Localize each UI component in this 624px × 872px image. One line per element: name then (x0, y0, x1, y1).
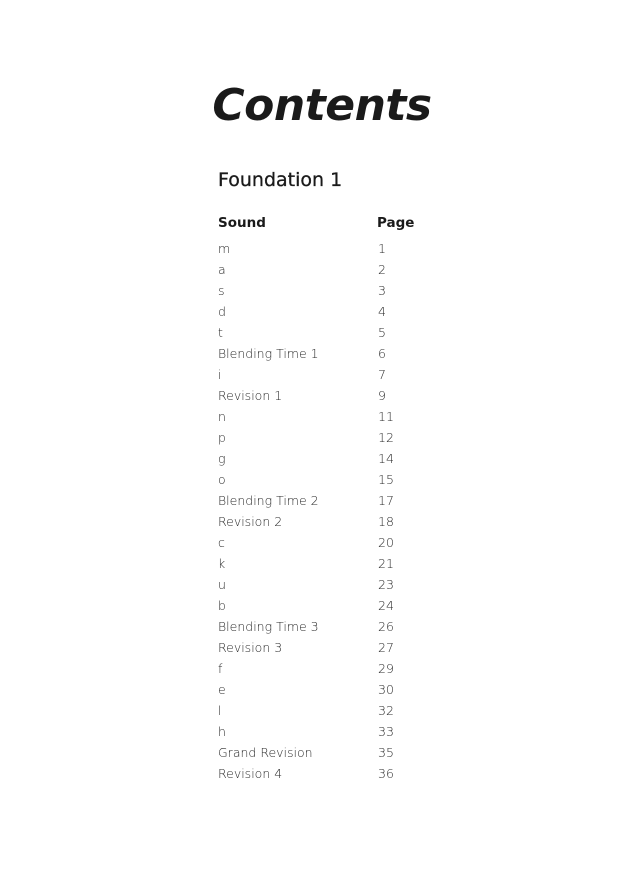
row-page-number: 29 (378, 661, 394, 676)
row-sound: t (218, 325, 223, 340)
row-sound: Blending Time 3 (218, 619, 319, 634)
table-row (218, 532, 478, 553)
row-page-number: 11 (378, 409, 394, 424)
table-row (218, 616, 478, 637)
row-sound: Revision 2 (218, 514, 283, 529)
table-row (218, 742, 478, 763)
row-page-number: 20 (378, 535, 394, 550)
row-sound: h (218, 724, 226, 739)
table-row (218, 406, 478, 427)
row-sound: k (218, 556, 226, 571)
page-title: Contents (212, 80, 432, 131)
row-sound: Blending Time 2 (218, 493, 319, 508)
table-row (218, 301, 478, 322)
row-sound: u (218, 577, 226, 592)
table-row (218, 700, 478, 721)
row-page-number: 6 (378, 346, 386, 361)
row-page-number: 30 (378, 682, 394, 697)
row-page-number: 9 (378, 388, 386, 403)
row-sound: l (218, 703, 222, 718)
table-row (218, 721, 478, 742)
row-sound: m (218, 241, 231, 256)
row-page-number: 26 (378, 619, 394, 634)
table-row (218, 469, 478, 490)
row-sound: g (218, 451, 226, 466)
contents-list (218, 238, 478, 784)
table-row (218, 658, 478, 679)
row-sound: p (218, 430, 226, 445)
row-page-number: 2 (378, 262, 386, 277)
row-sound: n (218, 409, 226, 424)
table-row (218, 343, 478, 364)
table-row (218, 763, 478, 784)
row-page-number: 12 (378, 430, 394, 445)
row-page-number: 23 (378, 577, 394, 592)
table-header (218, 215, 478, 233)
table-row (218, 679, 478, 700)
row-page-number: 18 (378, 514, 394, 529)
row-page-number: 7 (378, 367, 386, 382)
row-page-number: 5 (378, 325, 386, 340)
row-page-number: 15 (378, 472, 394, 487)
row-sound: c (218, 535, 225, 550)
row-sound: e (218, 682, 226, 697)
table-row (218, 553, 478, 574)
row-page-number: 24 (378, 598, 394, 613)
row-sound: Revision 4 (218, 766, 283, 781)
row-page-number: 35 (378, 745, 394, 760)
row-sound: Revision 3 (218, 640, 283, 655)
row-page-number: 14 (378, 451, 394, 466)
table-row (218, 364, 478, 385)
row-page-number: 36 (378, 766, 394, 781)
row-page-number: 32 (378, 703, 394, 718)
row-sound: b (218, 598, 226, 613)
row-sound: a (218, 262, 226, 277)
row-page-number: 3 (378, 283, 386, 298)
column-header-page: Page (377, 215, 415, 231)
row-page-number: 17 (378, 493, 394, 508)
row-page-number: 4 (378, 304, 386, 319)
row-sound: o (218, 472, 226, 487)
row-sound: Grand Revision (218, 745, 313, 760)
row-sound: d (218, 304, 226, 319)
table-row (218, 490, 478, 511)
table-row (218, 280, 478, 301)
row-sound: s (218, 283, 225, 298)
row-sound: Revision 1 (218, 388, 283, 403)
table-row (218, 259, 478, 280)
table-row (218, 322, 478, 343)
table-row (218, 595, 478, 616)
row-page-number: 33 (378, 724, 394, 739)
row-page-number: 27 (378, 640, 394, 655)
table-row (218, 574, 478, 595)
row-sound: i (218, 367, 222, 382)
row-sound: Blending Time 1 (218, 346, 319, 361)
table-row (218, 427, 478, 448)
table-row (218, 238, 478, 259)
row-page-number: 21 (378, 556, 394, 571)
column-header-sound: Sound (218, 215, 266, 231)
row-sound: f (218, 661, 223, 676)
row-page-number: 1 (378, 241, 386, 256)
table-row (218, 385, 478, 406)
table-row (218, 637, 478, 658)
section-title: Foundation 1 (218, 169, 343, 191)
table-row (218, 511, 478, 532)
table-row (218, 448, 478, 469)
